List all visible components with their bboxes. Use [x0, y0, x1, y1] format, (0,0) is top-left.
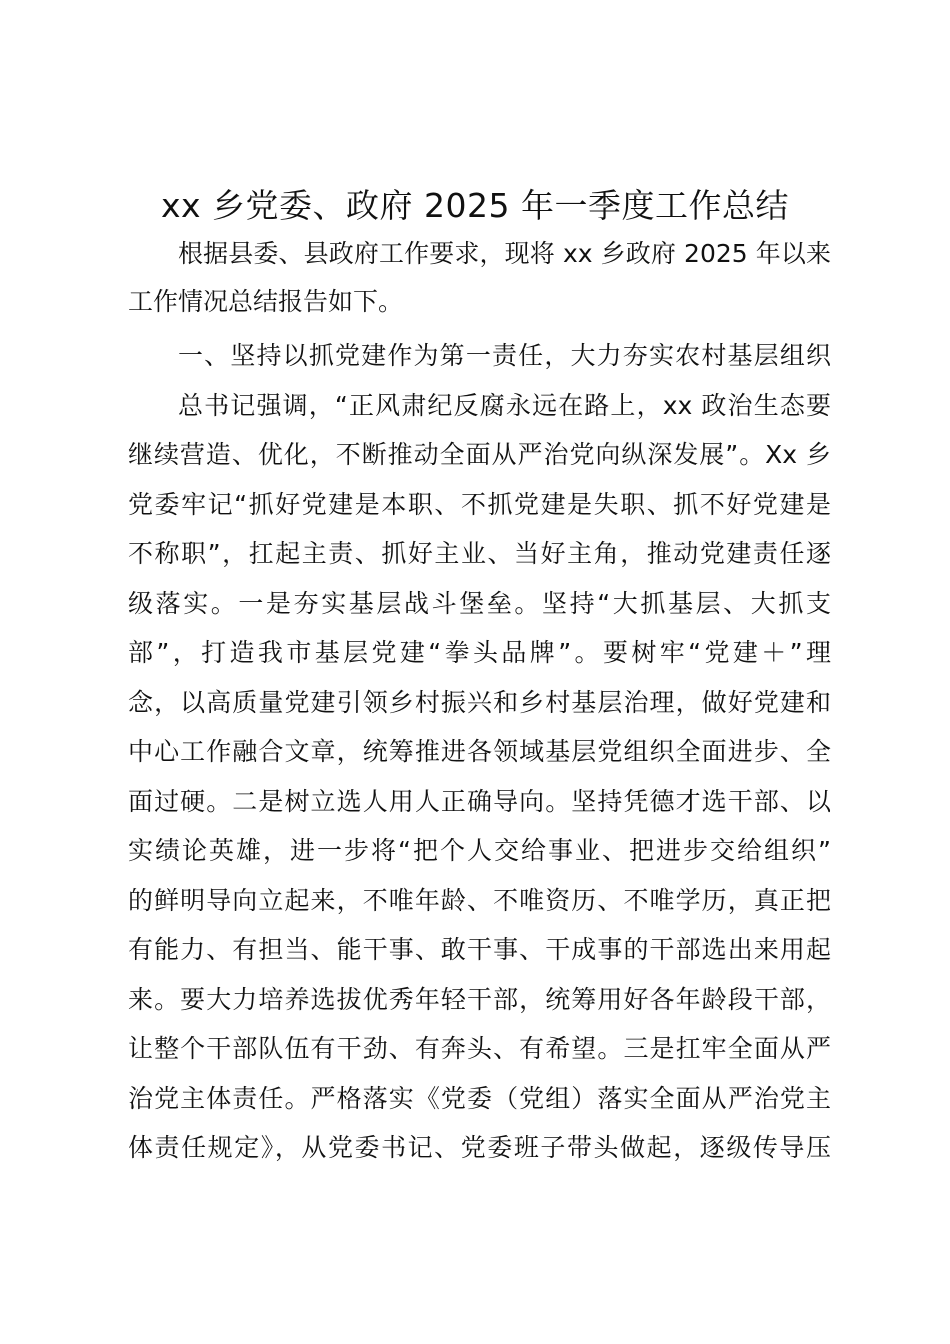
paragraph-line: 有能力、有担当、能干事、敢干事、干成事的干部选出来用起	[128, 935, 831, 964]
section-heading-1: 一、坚持以抓党建作为第一责任，大力夯实农村基层组织	[178, 341, 831, 370]
document-title: xx 乡党委、政府 2025 年一季度工作总结	[160, 186, 789, 225]
paragraph-line: 的鲜明导向立起来，不唯年龄、不唯资历、不唯学历，真正把	[128, 886, 831, 915]
paragraph-line: 党委牢记“抓好党建是本职、不抓党建是失职、抓不好党建是	[128, 490, 831, 519]
paragraph-line: 部”，打造我市基层党建“拳头品牌”。要树牢“党建＋”理	[128, 638, 831, 667]
paragraph-line: 治党主体责任。严格落实《党委（党组）落实全面从严治党主	[128, 1084, 831, 1113]
paragraph-line: 不称职”，扛起主责、抓好主业、当好主角，推动党建责任逐	[128, 539, 831, 568]
paragraph-line: 面过硬。二是树立选人用人正确导向。坚持凭德才选干部、以	[128, 787, 831, 816]
paragraph-line: 实绩论英雄，进一步将“把个人交给事业、把进步交给组织”	[128, 836, 831, 865]
paragraph-line: 级落实。一是夯实基层战斗堡垒。坚持“大抓基层、大抓支	[128, 589, 831, 618]
paragraph-line: 继续营造、优化，不断推动全面从严治党向纵深发展”。Xx 乡	[128, 440, 831, 469]
paragraph-line: 中心工作融合文章，统筹推进各领域基层党组织全面进步、全	[128, 737, 831, 766]
paragraph-line: 总书记强调，“正风肃纪反腐永远在路上，xx 政治生态要	[178, 391, 831, 420]
paragraph-line: 来。要大力培养选拔优秀年轻干部，统筹用好各年龄段干部，	[128, 985, 831, 1014]
paragraph-line: 体责任规定》，从党委书记、党委班子带头做起，逐级传导压	[128, 1133, 831, 1162]
paragraph-line: 让整个干部队伍有干劲、有奔头、有希望。三是扛牢全面从严	[128, 1034, 831, 1063]
paragraph-line: 念，以高质量党建引领乡村振兴和乡村基层治理，做好党建和	[128, 688, 831, 717]
paragraph-line-intro-1: 根据县委、县政府工作要求，现将 xx 乡政府 2025 年以来	[178, 239, 831, 268]
paragraph-line-intro-2: 工作情况总结报告如下。	[128, 287, 404, 316]
